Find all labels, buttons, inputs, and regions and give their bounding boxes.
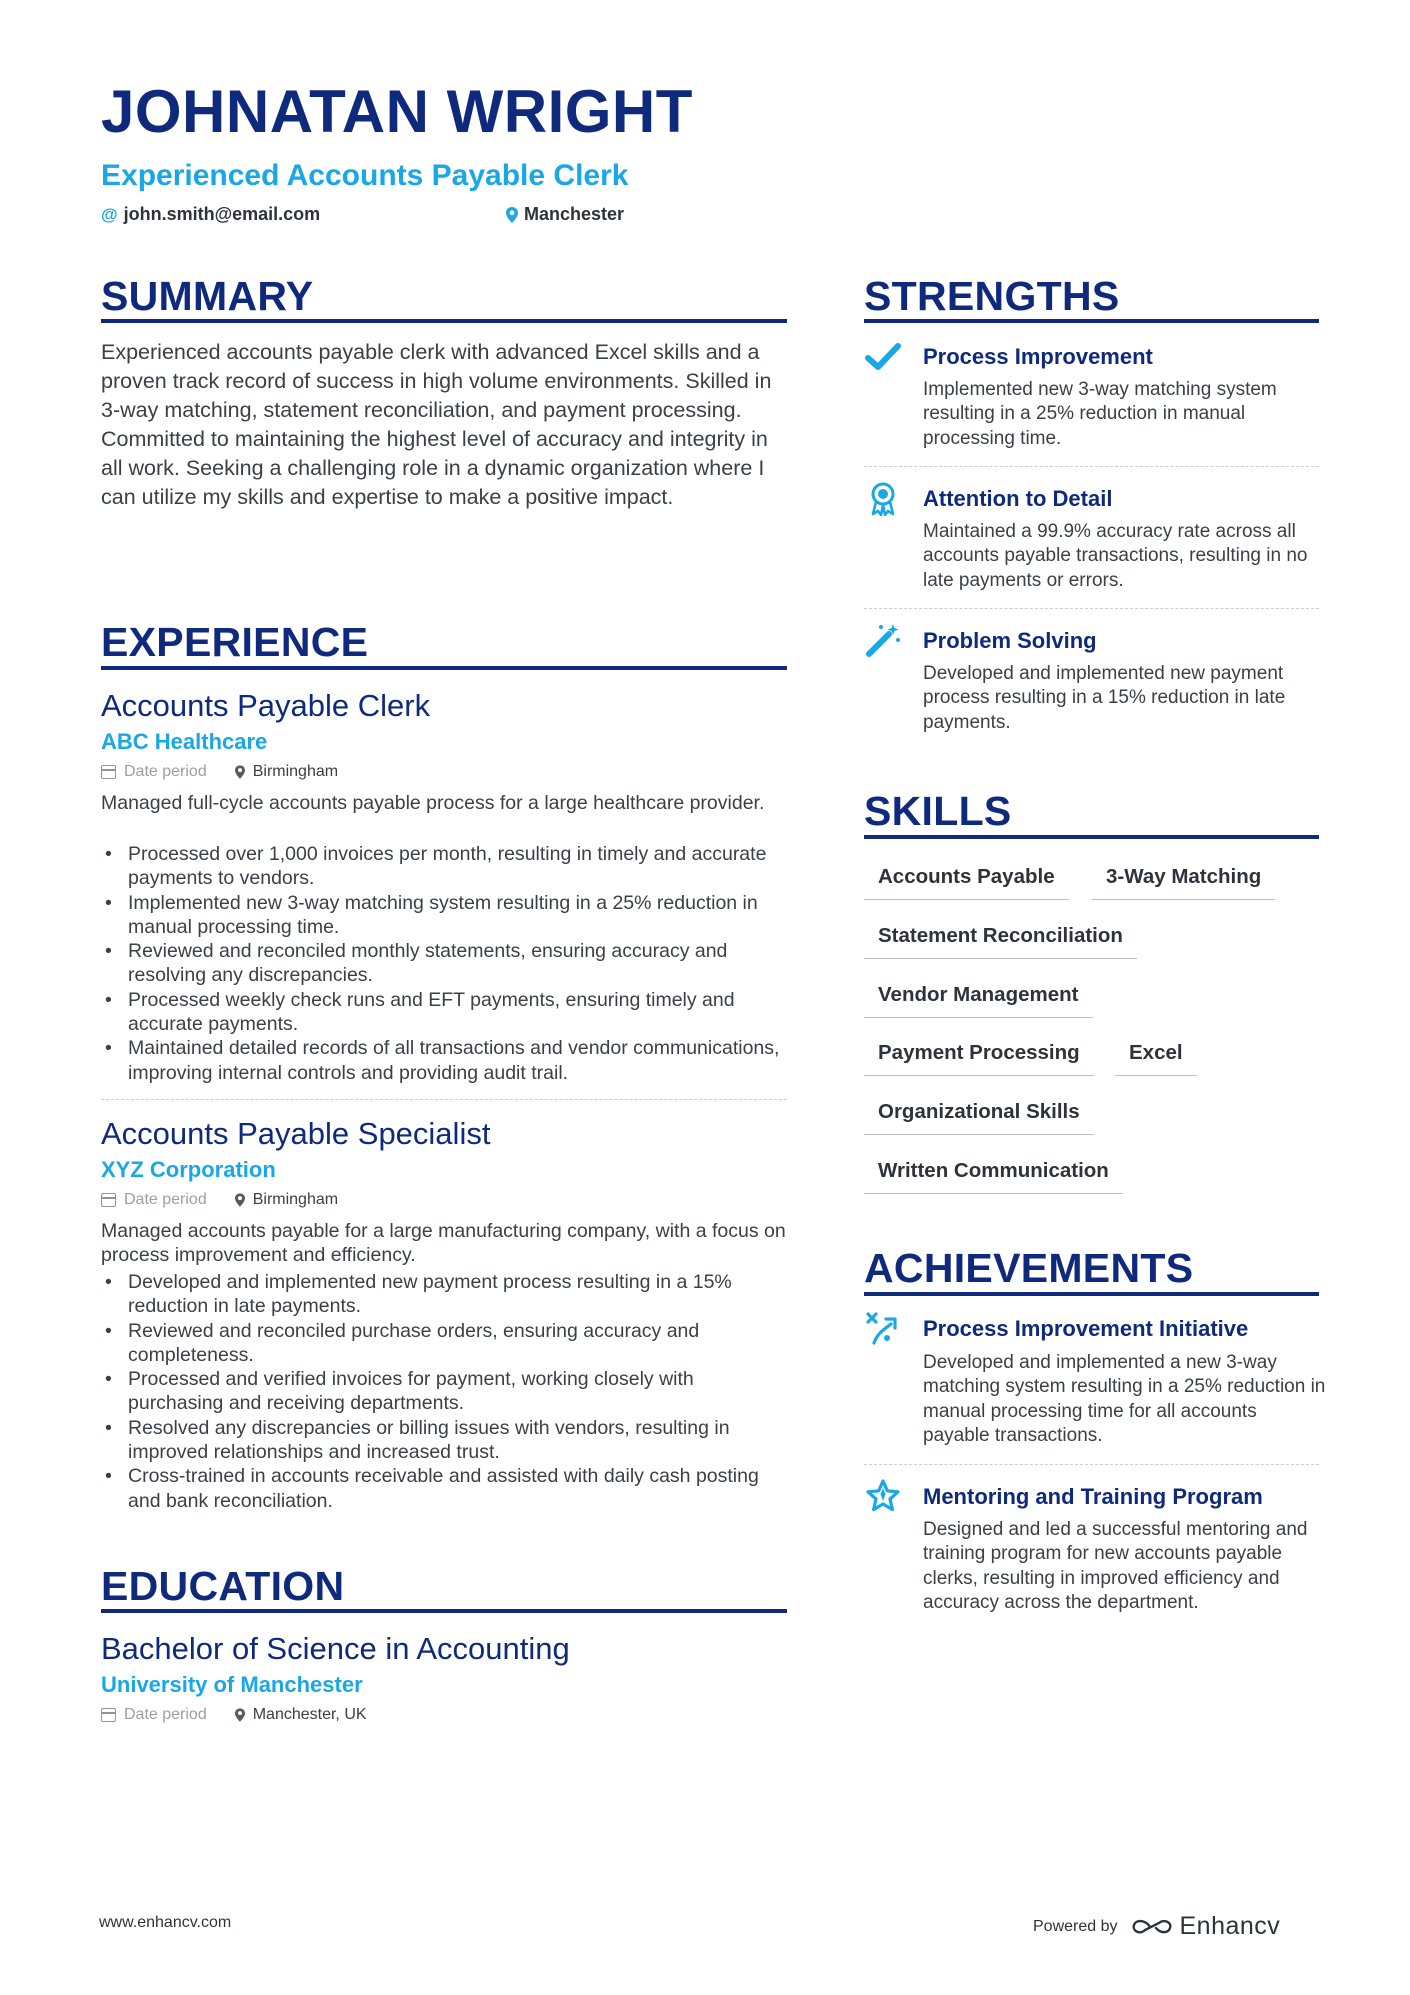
at-icon: @: [101, 204, 118, 224]
job-bullets: [101, 1270, 787, 1513]
list-item: • Reviewed and reconciled purchase orders, ensuring accuracy and completeness.: [101, 1319, 787, 1368]
location-text: Manchester: [524, 204, 625, 224]
calendar-icon: [101, 1708, 116, 1722]
enhancv-logo-icon: [1130, 1916, 1174, 1938]
job-location: [235, 1191, 338, 1209]
date-text: Date period: [124, 1191, 207, 1208]
list-item: • Processed and verified invoices for payment, working closely with purchasing and receiving departments.: [101, 1367, 787, 1416]
star-icon: [865, 1478, 901, 1514]
skill-tag: Organizational Skills: [864, 1102, 1094, 1135]
achievement-title: Mentoring and Training Program: [923, 1484, 1263, 1509]
contact-location: [506, 204, 624, 225]
pin-icon: [235, 765, 245, 779]
strength-title: Problem Solving: [923, 628, 1097, 653]
divider: [864, 608, 1319, 609]
company-name: ABC Healthcare: [101, 729, 268, 754]
job-title: Accounts Payable Clerk: [101, 688, 431, 723]
summary-heading: SUMMARY: [101, 273, 314, 319]
date-text: Date period: [124, 1706, 207, 1723]
footer-branding[interactable]: [1033, 1912, 1280, 1941]
skill-tag: Written Communication: [864, 1161, 1123, 1194]
company-name: XYZ Corporation: [101, 1157, 276, 1182]
job-meta: [101, 763, 338, 781]
checkmark-icon: [865, 339, 901, 375]
skill-tag: Vendor Management: [864, 985, 1093, 1018]
strength-title: Process Improvement: [923, 344, 1153, 369]
skill-tag: Statement Reconciliation: [864, 926, 1137, 959]
skill-tag: Excel: [1115, 1043, 1197, 1076]
education-heading: EDUCATION: [101, 1563, 345, 1609]
list-item: • Maintained detailed records of all transactions and vendor communications, improving internal controls and providing audit trail.: [101, 1036, 787, 1085]
divider: [101, 1099, 787, 1100]
calendar-icon: [101, 1193, 116, 1207]
pin-icon: [235, 1193, 245, 1207]
date-period: [101, 1191, 207, 1209]
job-description: Managed accounts payable for a large manufacturing company, with a focus on process improvement and efficiency.: [101, 1220, 786, 1267]
magic-wand-icon: [865, 622, 901, 658]
footer-website[interactable]: www.enhancv.com: [99, 1914, 232, 1931]
list-item: • Resolved any discrepancies or billing issues with vendors, resulting in improved relationships and increased trust.: [101, 1416, 787, 1465]
achievements-heading: ACHIEVEMENTS: [864, 1245, 1194, 1291]
date-period: [101, 1706, 207, 1724]
strength-title: Attention to Detail: [923, 486, 1113, 511]
date-period: [101, 763, 207, 781]
skill-tag: Payment Processing: [864, 1043, 1094, 1076]
achievement-title: Process Improvement Initiative: [923, 1316, 1249, 1341]
skills-rule: [864, 835, 1319, 839]
achievement-text: Designed and led a successful mentoring and training program for new accounts payable clerks, resulting in improved efficiency and accuracy across the department.: [923, 1519, 1308, 1613]
education-rule: [101, 1609, 787, 1613]
strategy-path-icon: [865, 1310, 901, 1346]
contact-email[interactable]: [101, 204, 320, 225]
summary-rule: [101, 319, 787, 323]
pin-icon: [235, 1708, 245, 1722]
education-meta: [101, 1706, 367, 1724]
degree-title: Bachelor of Science in Accounting: [101, 1631, 570, 1666]
job-description: Managed full-cycle accounts payable process for a large healthcare provider.: [101, 792, 765, 814]
job-meta: [101, 1191, 338, 1209]
list-item: • Developed and implemented new payment process resulting in a 15% reduction in late payments.: [101, 1270, 787, 1319]
email-text: john.smith@email.com: [123, 204, 321, 224]
location-text: Birmingham: [252, 1191, 339, 1208]
award-ribbon-icon: [865, 480, 901, 516]
skill-tag: Accounts Payable: [864, 867, 1069, 900]
strengths-rule: [864, 319, 1319, 323]
divider: [864, 1464, 1319, 1465]
summary-text: Experienced accounts payable clerk with advanced Excel skills and a proven track record of success in high volume environments. Skilled in 3-way matching, statement reconciliation, and payment processing. Committed to maintaining the highest level of accuracy and integrity in all work. Seeking a challenging role in a dynamic organization where I can utilize my skills and expertise to make a positive impact.: [101, 340, 772, 509]
location-text: Manchester, UK: [252, 1706, 367, 1723]
strength-text: Maintained a 99.9% accuracy rate across all accounts payable transactions, resulting in no late payments or errors.: [923, 521, 1308, 591]
skill-tag: 3-Way Matching: [1092, 867, 1275, 900]
education-location: [235, 1706, 367, 1724]
calendar-icon: [101, 765, 116, 779]
strength-text: Developed and implemented new payment process resulting in a 15% reduction in late payments.: [923, 663, 1286, 733]
list-item: • Processed weekly check runs and EFT payments, ensuring timely and accurate payments.: [101, 988, 787, 1037]
list-item: • Reviewed and reconciled monthly statements, ensuring accuracy and resolving any discrepancies.: [101, 939, 787, 988]
resume-name: JOHNATAN WRIGHT: [101, 78, 693, 145]
date-text: Date period: [124, 763, 207, 780]
strengths-heading: STRENGTHS: [864, 273, 1120, 319]
job-bullets: [101, 842, 787, 1085]
job-title: Accounts Payable Specialist: [101, 1116, 491, 1151]
job-location: [235, 763, 338, 781]
resume-title: Experienced Accounts Payable Clerk: [101, 159, 629, 192]
location-text: Birmingham: [252, 763, 339, 780]
experience-heading: EXPERIENCE: [101, 619, 369, 665]
brand-name: Enhancv: [1179, 1912, 1281, 1940]
list-item: • Implemented new 3-way matching system resulting in a 25% reduction in manual processing time.: [101, 891, 787, 940]
skills-heading: SKILLS: [864, 788, 1012, 834]
divider: [864, 466, 1319, 467]
achievement-text: Developed and implemented a new 3-way matching system resulting in a 25% reduction in manual processing time for all accounts payable transactions.: [923, 1352, 1326, 1446]
pin-icon: [506, 207, 518, 223]
brand-logo: [1130, 1912, 1281, 1941]
achievements-rule: [864, 1292, 1319, 1296]
school-name: University of Manchester: [101, 1672, 363, 1697]
strength-text: Implemented new 3-way matching system resulting in a 25% reduction in manual processing time.: [923, 379, 1277, 449]
list-item: • Processed over 1,000 invoices per month, resulting in timely and accurate payments to vendors.: [101, 842, 787, 891]
experience-rule: [101, 666, 787, 670]
powered-by-label: Powered by: [1033, 1917, 1118, 1935]
list-item: • Cross-trained in accounts receivable and assisted with daily cash posting and bank reconciliation.: [101, 1464, 787, 1513]
